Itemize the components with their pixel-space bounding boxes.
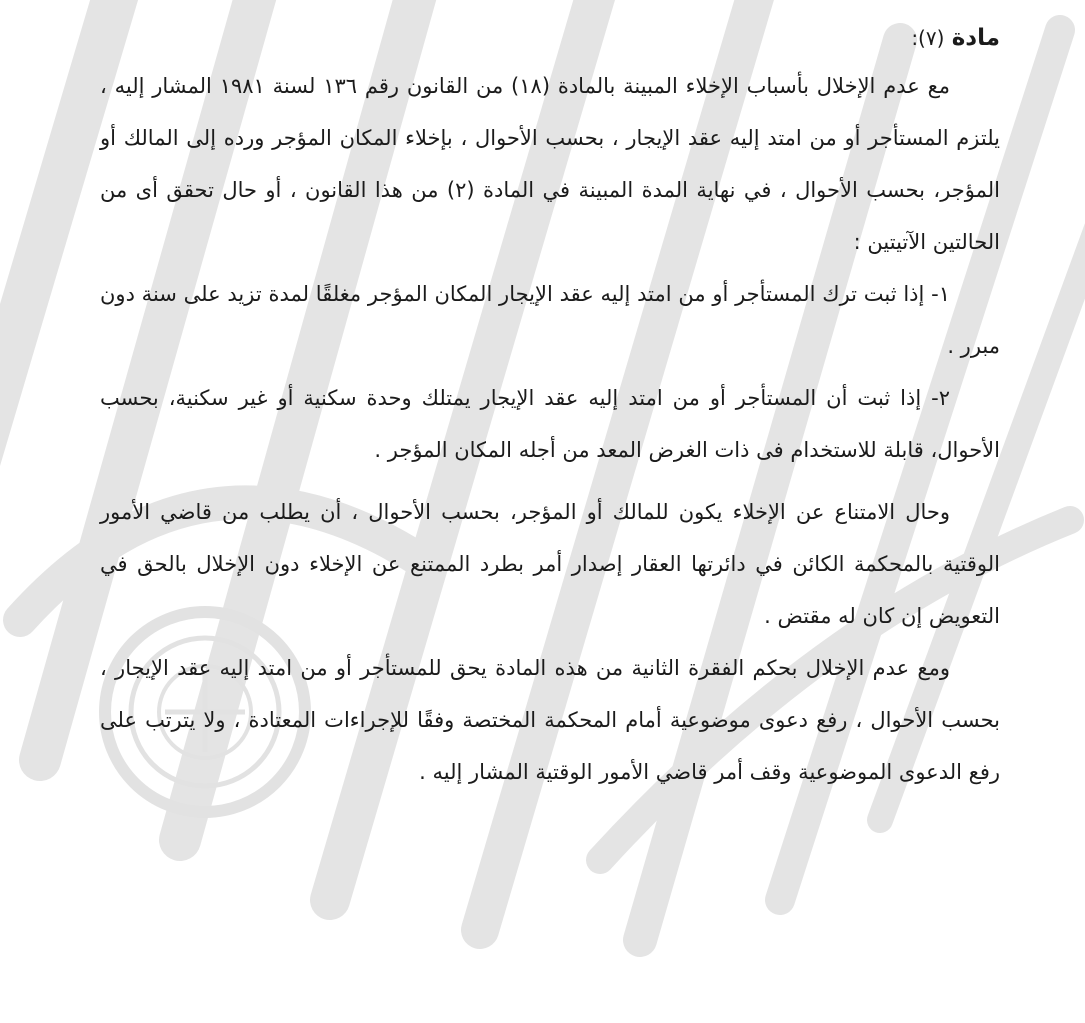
article-paragraph-lawsuit: ومع عدم الإخلال بحكم الفقرة الثانية من هذه المادة يحق للمستأجر أو من امتد إليه عقد الإيجار ، بحسب الأحوال ، رفع دعوى موضوعية أمام المحكمة المختصة وفقًا للإجراءات المعتادة ، ولا يترتب على رفع الدعوى الموضوعية وقف أمر قاضي الأمور الوقتية المشار إليه . — [100, 656, 1000, 784]
article-page — [100, 18, 1000, 798]
condition-item-2: ٢- إذا ثبت أن المستأجر أو من امتد إليه عقد الإيجار يمتلك وحدة سكنية أو غير سكنية، بحسب الأحوال، قابلة للاستخدام فى ذات الغرض المعد من أجله المكان المؤجر . — [100, 386, 1000, 462]
article-paragraph-refusal: وحال الامتناع عن الإخلاء يكون للمالك أو المؤجر، بحسب الأحوال ، أن يطلب من قاضي الأمور الوقتية بالمحكمة الكائن في دائرتها العقار إصدار أمر بطرد الممتنع عن الإخلاء دون الإخلال بالحق في التعويض إن كان له مقتض . — [100, 500, 1000, 628]
article-paragraph-intro: مع عدم الإخلال بأسباب الإخلاء المبينة بالمادة (١٨) من القانون رقم ١٣٦ لسنة ١٩٨١ المشار إليه ، يلتزم المستأجر أو من امتد إليه عقد الإيجار ، بحسب الأحوال ، بإخلاء المكان المؤجر ورده إلى المالك أو المؤجر، بحسب الأحوال ، في نهاية المدة المبينة في المادة (٢) من هذا القانون ، أو حال تحقق أى من الحالتين الآتيتين : — [100, 74, 1001, 254]
article-heading — [100, 18, 1000, 58]
article-number: (٧): — [911, 26, 945, 50]
condition-item-1: ١- إذا ثبت ترك المستأجر أو من امتد إليه عقد الإيجار المكان المؤجر مغلقًا لمدة تزيد على سنة دون مبرر . — [100, 282, 1000, 358]
article-heading-word: مادة — [951, 25, 1000, 51]
